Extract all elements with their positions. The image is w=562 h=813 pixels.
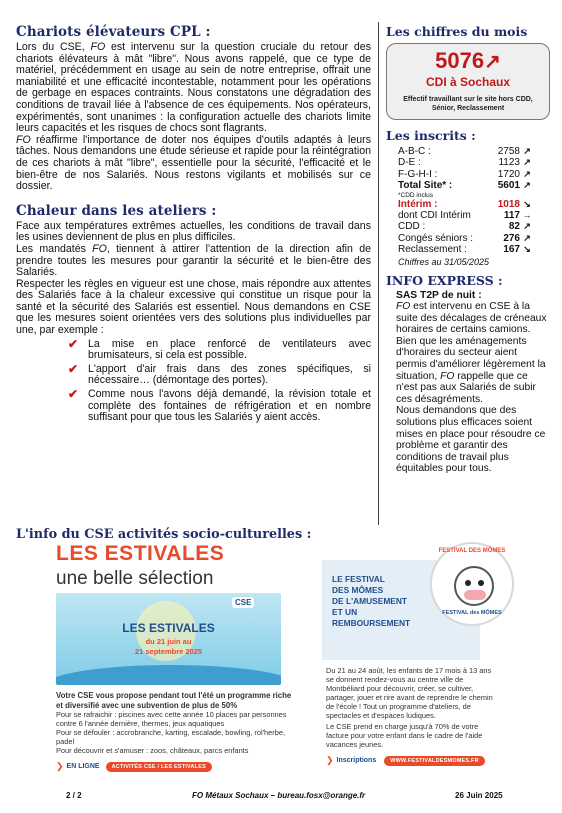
banner-date-2: 21 septembre 2025: [134, 647, 203, 656]
trend-icon: ↘: [523, 198, 531, 209]
festival-panel: [322, 548, 518, 782]
estivales-heading: LES ESTIVALES: [56, 542, 225, 565]
chariots-title: Chariots élévateurs CPL :: [16, 24, 211, 40]
stat-row: Congés séniors : 276 ↗: [398, 233, 550, 244]
date-note: Chiffres au 31/05/2025: [398, 256, 490, 267]
trend-icon: ↘: [523, 244, 531, 255]
right-column: [386, 24, 550, 475]
page-number: 2 / 2: [66, 791, 82, 800]
stat-row-interim: Intérim : 1018 ↘: [398, 199, 550, 210]
festival-title-line: LE FESTIVAL: [332, 574, 385, 584]
estivales-item: Pour se rafraichir : piscines avec cette année 10 places par personnes contre 6 l'année dernière, thermes, jeux aquatiques: [56, 710, 287, 728]
trend-icon: ↗: [523, 221, 531, 232]
festival-title-line: DES MÔMES: [332, 585, 384, 595]
bullet-item: ✔ L'apport d'air frais dans des zones spécifiques, si nécessaire… (démontage des portes).: [68, 361, 371, 387]
chiffres-title: Les chiffres du mois: [386, 24, 528, 39]
check-icon: ✔: [68, 336, 79, 351]
trend-icon: ↗: [523, 157, 531, 168]
chaleur-title: Chaleur dans les ateliers :: [16, 202, 217, 219]
logo-bottom-text: FESTIVAL des MÔMES: [442, 610, 502, 616]
trend-icon: ↗: [523, 232, 531, 243]
sas-heading: SAS T2P de nuit :: [396, 289, 482, 301]
estivales-intro: Votre CSE vous propose pendant tout l'été un programme riche et diversifié avec une subvention de plus de 50%: [56, 691, 292, 710]
info-express-body: [396, 290, 550, 476]
chaleur-paragraph-3: Respecter les règles en vigueur est une chose, mais répondre aux attentes des Salariés face à la chaleur excessive qui constitue un risque pour la santé et la sécurité des Salariés est essentiel. Nous demandons en CSE que les mesures soient orientées vers des solutions plus individuelles par une, par exemple :: [16, 277, 371, 337]
festival-title-line: DE L'AMUSEMENT: [332, 596, 408, 606]
inscrits-title: Les inscrits :: [386, 128, 476, 143]
info-paragraph-3: Nous demandons que des solutions plus efficaces soient mises en place pour résoudre ce problème et garantir des conditions de travail plus équitables pour tous.: [396, 405, 546, 475]
trend-icon: →: [522, 209, 532, 220]
info-paragraph-2: Bien que les aménagements d'horaires du secteur aient permis d'améliorer légèrement la situation, FO rappelle que ce n'est pas aux Salariés de subir ces désagréments.: [396, 335, 546, 405]
chaleur-bullet-list: [68, 336, 371, 424]
chariots-paragraph-2: FO réaffirme l'importance de doter nos équipes d'outils adaptés à leurs tâches. Nous demandons une étude sérieuse et rapide pour la réintégration de ces chariots à mât "libre", essentielle pour la sécurité, l'efficacité et le bien-être de nos Salariés. Nous restons vigilants et mobilisés sur ce dossier.: [16, 133, 371, 193]
en-ligne-label: EN LIGNE: [66, 763, 100, 770]
cdi-count: 5076↗: [435, 48, 501, 73]
bullet-item: ✔ La mise en place renforcé de ventilateurs avec brumisateurs, si cela est possible.: [68, 336, 371, 362]
logo-top-text: FESTIVAL DES MÔMES: [438, 548, 506, 554]
stat-row: F-G-H-I : 1720 ↗: [398, 169, 550, 180]
effectif-note: Effectif travaillant sur le site hors CDD, Sénior, Reclassement: [403, 96, 533, 112]
bullet-item: ✔ Comme nous l'avons déjà demandé, la révision totale et complète des fontaines de réfrigération et en nombre suffisant pour que tous les Salariés y aient accès.: [68, 387, 371, 424]
estivales-panel: [56, 542, 300, 782]
stat-row: dont CDI Intérim 117 →: [398, 210, 550, 221]
arrow-up-icon: ↗: [484, 51, 501, 73]
column-divider: [378, 22, 379, 525]
estivales-item: Pour se défouler : accrobranche, karting, escalade, bowling, rol'herbe, padel: [56, 728, 286, 746]
cse-logo: CSE: [232, 597, 254, 608]
left-column: [16, 24, 371, 426]
stat-row: CDD : 82 ↗: [398, 221, 550, 232]
stat-row-total: Total Site* : 5601 ↗: [398, 180, 550, 191]
stat-row: Reclassement : 167 ↘: [398, 244, 550, 255]
chiffres-box: [386, 43, 550, 120]
trend-icon: ↗: [523, 146, 531, 156]
wave-shape: [56, 665, 281, 685]
inscrits-stats: [398, 146, 550, 267]
cow-face-icon: [454, 566, 494, 606]
chaleur-paragraph-1: Face aux températures extrêmes actuelles, les conditions de travail dans les usines deviennent de plus en plus difficiles.: [16, 219, 371, 244]
footer-contact: FO Métaux Sochaux – bureau.fosx@orange.fr: [192, 791, 366, 800]
estivales-subheading: une belle sélection: [56, 568, 214, 589]
banner-date-1: du 21 juin au: [145, 637, 192, 646]
festival-title-line: ET UN: [332, 607, 358, 617]
festival-logo: [430, 542, 514, 626]
festival-title-line: REMBOURSEMENT: [332, 618, 411, 628]
info-express-title: INFO EXPRESS :: [386, 272, 503, 288]
cdi-label: CDI à Sochaux: [425, 75, 511, 89]
footer-date: 26 Juin 2025: [455, 791, 503, 800]
festival-link-row[interactable]: [326, 755, 518, 766]
trend-icon: ↗: [523, 180, 531, 191]
cse-title: L'info du CSE activités socio-culturelles :: [16, 527, 312, 542]
chevron-right-icon: ❯: [326, 755, 334, 765]
info-paragraph-1: FO est intervenu en CSE à la suite des décalages de créneaux horaires de certains camions.: [396, 301, 547, 336]
activites-link-button[interactable]: ACTIVITÉS CSE / LES ESTIVALES: [106, 762, 212, 772]
festival-reimbursement: Le CSE prend en charge jusqu'à 70% de votre facture pour votre enfant dans le cadre de l'aide vacances jeunes.: [326, 722, 483, 749]
check-icon: ✔: [68, 387, 79, 402]
estivales-item: Pour découvrir et s'amuser : zoos, châteaux, parcs enfants: [56, 746, 249, 755]
chaleur-paragraph-2: Les mandatés FO, tiennent à attirer l'attention de la direction afin de prendre toutes les mesures pour garantir la sécurité et le bien-être des Salariés.: [16, 242, 371, 279]
estivales-banner-image: [56, 593, 281, 685]
festival-website-button[interactable]: WWW.FESTIVALDESMOMES.FR: [384, 756, 485, 766]
festival-description: Du 21 au 24 août, les enfants de 17 mois à 13 ans se donnent rendez-vous au centre ville de Montbéliard pour découvrir, créer, se cultiver, partager, jouer et rire avant de reprendre le chemin de l'école ! Tout un programme d'ateliers, de spectacles et d'espaces ludiques.: [326, 666, 493, 720]
chevron-right-icon: ❯: [56, 761, 64, 771]
check-icon: ✔: [68, 361, 79, 376]
inscriptions-label: Inscriptions: [336, 757, 377, 764]
stat-row: D-E : 1123 ↗: [398, 157, 550, 168]
cdd-inclus-note: *CDD inclus: [398, 191, 434, 199]
trend-icon: ↗: [523, 168, 531, 179]
stat-row: A-B-C : 2758 ↗: [398, 146, 550, 157]
banner-title: LES ESTIVALES: [122, 621, 215, 635]
chariots-paragraph-1: Lors du CSE, FO est intervenu sur la question cruciale du retour des chariots élévateurs à mât "libre". Nous avons rappelé, que ce type de matériel, précédemment en usage au sein de notre entreprise, offrait une maniabilité et une efficacité incontestable, notamment pour les opérations de gerbage en espaces contraints. Nous constatons une dégradation des conditions de travail liée à l'absence de ces équipements. Nos opérateurs, expérimentés, sont unanimes : la configuration actuelle des chariots limite leurs capacités et les risques de chocs sont flagrants.: [16, 41, 371, 135]
estivales-link-row[interactable]: [56, 761, 300, 772]
